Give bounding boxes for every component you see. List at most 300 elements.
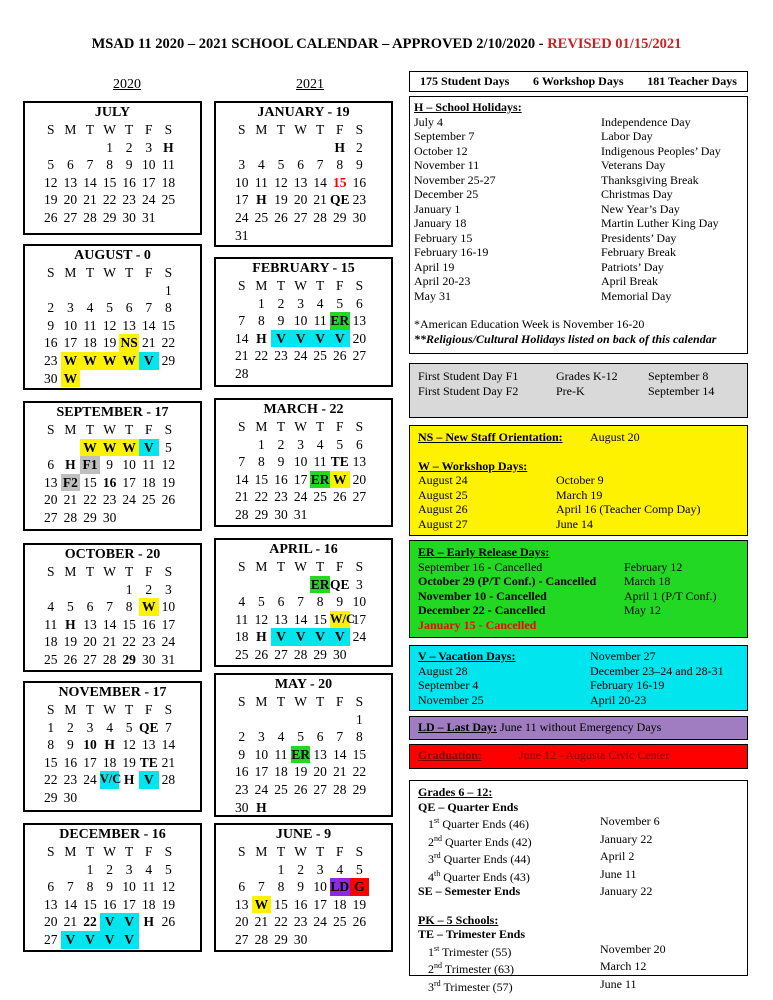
weekday-header: M xyxy=(64,844,77,859)
title-main: MSAD 11 2020 – 2021 SCHOOL CALENDAR – APPROVED 2/10/2020 - xyxy=(91,36,548,52)
weekday-header: T xyxy=(85,564,95,579)
day-cell: 28 xyxy=(235,365,249,381)
day-cell: 13 xyxy=(313,746,327,762)
weekday-header: T xyxy=(125,702,134,717)
day-cell: 2 xyxy=(277,295,285,311)
period-label: 3rd Trimester (57) xyxy=(428,978,513,994)
day-cell: 17 xyxy=(63,335,78,351)
empty-day xyxy=(41,861,61,879)
day-cell: 21 xyxy=(102,634,117,650)
weekday-header: W xyxy=(103,122,116,137)
month-grid xyxy=(232,418,391,524)
early-release-date: December 22 - Cancelled xyxy=(418,603,546,617)
weekday-header: M xyxy=(255,278,268,293)
day-cell: 24 xyxy=(293,348,308,364)
empty-day xyxy=(271,365,291,383)
day-cell: 27 xyxy=(313,781,327,797)
month-grid xyxy=(41,421,200,527)
weekday-header: S xyxy=(355,278,364,293)
day-cell: 26 xyxy=(254,646,269,662)
day-cell: H xyxy=(334,139,346,155)
weekday-header: T xyxy=(125,122,134,137)
day-cell: 29 xyxy=(352,781,367,797)
holiday-row xyxy=(414,260,743,275)
period-row xyxy=(418,942,739,960)
holiday-row xyxy=(414,274,743,289)
day-cell: 27 xyxy=(83,651,97,667)
day-cell: 13 xyxy=(293,174,308,190)
day-cell: 21 xyxy=(235,489,249,505)
weekday-header: M xyxy=(64,702,77,717)
day-cell: 4 xyxy=(336,861,344,877)
quarter-ends-heading: QE – Quarter Ends xyxy=(418,799,519,814)
empty-day xyxy=(271,227,291,245)
day-cell: 17 xyxy=(122,474,136,490)
holiday-row xyxy=(414,245,743,260)
day-cell: 30 xyxy=(293,931,308,947)
day-cell: 19 xyxy=(161,474,176,490)
day-cell: 26 xyxy=(63,651,78,667)
day-cell: 12 xyxy=(161,879,176,895)
day-cell: H xyxy=(104,737,115,753)
day-cell: 21 xyxy=(63,492,78,508)
month-title: MAY - 20 xyxy=(274,677,333,692)
weekday-header: T xyxy=(316,122,325,137)
empty-day xyxy=(119,509,139,527)
weekday-header: W xyxy=(294,278,307,293)
day-cell: 2 xyxy=(125,139,133,155)
empty-day xyxy=(232,711,252,729)
page-title xyxy=(0,36,773,53)
holiday-date: November 25-27 xyxy=(414,172,496,187)
day-cell: QE xyxy=(139,719,159,735)
empty-day xyxy=(252,576,272,594)
month-october xyxy=(23,543,202,672)
day-cell: 28 xyxy=(102,651,117,667)
day-cell: 6 xyxy=(297,157,304,173)
empty-day xyxy=(232,576,252,594)
semester-date: January 22 xyxy=(600,884,653,898)
day-cell: 25 xyxy=(254,209,269,225)
day-cell: 30 xyxy=(122,209,136,225)
day-cell: 17 xyxy=(313,896,327,912)
graduation-heading: Graduation: xyxy=(418,748,483,762)
day-cell: 3 xyxy=(258,729,265,745)
empty-day xyxy=(100,789,120,807)
last-day-box xyxy=(409,716,748,740)
day-cell: 31 xyxy=(235,227,249,243)
day-cell: 15 xyxy=(254,471,269,487)
day-cell: 17 xyxy=(254,764,269,780)
day-cell: 24 xyxy=(83,772,97,788)
day-cell: 11 xyxy=(142,879,156,895)
weekday-header: S xyxy=(164,122,173,137)
day-cell: 5 xyxy=(258,594,265,610)
empty-day xyxy=(291,799,311,817)
weekday-header: T xyxy=(316,694,325,709)
day-cell: 5 xyxy=(125,719,133,735)
vacation-row xyxy=(418,649,739,664)
day-cell: 15 xyxy=(83,474,97,490)
day-cell: W xyxy=(61,352,81,370)
day-cell: 26 xyxy=(333,489,347,505)
workshop-row xyxy=(418,517,739,532)
day-cell: 9 xyxy=(106,879,113,895)
holiday-note-religious: **Religious/Cultural Holidays listed on back of this calendar xyxy=(414,331,717,346)
early-release-box xyxy=(409,540,748,638)
empty-day xyxy=(350,506,370,524)
holiday-name: Memorial Day xyxy=(601,288,672,303)
empty-day xyxy=(350,227,370,245)
empty-day xyxy=(310,506,330,524)
day-cell: 7 xyxy=(258,879,265,895)
weekday-header: S xyxy=(164,564,173,579)
vacation-row xyxy=(418,664,739,679)
day-cell: 13 xyxy=(142,737,156,753)
day-cell: H xyxy=(163,139,174,155)
day-cell: 30 xyxy=(63,789,78,805)
days-summary xyxy=(409,71,748,92)
graduation-text: June 12 - Augusta Civic Center xyxy=(519,748,670,762)
day-cell: 28 xyxy=(333,781,347,797)
day-cell: 4 xyxy=(47,599,55,615)
day-cell: 31 xyxy=(293,506,308,522)
period-row xyxy=(418,977,739,995)
weekday-header: T xyxy=(276,694,286,709)
holidays-heading: H – School Holidays: xyxy=(414,100,522,114)
day-cell: 25 xyxy=(161,192,176,208)
first-day-date: September 14 xyxy=(648,383,715,398)
weekday-header: W xyxy=(294,844,307,859)
day-cell: 14 xyxy=(313,174,327,190)
empty-day xyxy=(139,789,159,807)
weekday-header: S xyxy=(355,844,364,859)
day-cell: 12 xyxy=(102,317,117,333)
weekday-header: T xyxy=(125,564,134,579)
day-cell: 9 xyxy=(238,746,246,762)
day-cell: V xyxy=(330,628,350,646)
holiday-name: Independence Day xyxy=(601,114,691,129)
holiday-date: February 16-19 xyxy=(414,245,489,259)
workshop-date: April 16 (Teacher Comp Day) xyxy=(556,502,701,516)
day-cell: 23 xyxy=(293,914,308,930)
day-cell: H xyxy=(256,799,267,815)
day-cell: 13 xyxy=(352,313,367,329)
day-cell: 15 xyxy=(352,746,367,762)
day-cell: 15 xyxy=(44,754,58,770)
day-cell: W xyxy=(330,471,350,489)
empty-day xyxy=(61,282,81,300)
day-cell: 21 xyxy=(63,914,78,930)
last-day-heading: LD – Last Day: xyxy=(418,720,498,734)
empty-day xyxy=(271,711,291,729)
day-cell: 3 xyxy=(67,300,74,316)
day-cell: 12 xyxy=(254,611,269,627)
day-cell: 30 xyxy=(44,370,58,386)
weekday-header: S xyxy=(355,419,364,434)
day-cell: 10 xyxy=(63,317,78,333)
weekday-header: S xyxy=(47,122,55,137)
holiday-name: Labor Day xyxy=(601,129,653,143)
day-cell: 19 xyxy=(352,896,367,912)
day-cell: 7 xyxy=(86,157,94,173)
workshop-date: August 25 xyxy=(418,487,468,502)
day-cell: 15 xyxy=(122,616,136,632)
day-cell: 14 xyxy=(102,616,117,632)
weekday-header: F xyxy=(145,844,153,859)
day-cell: ER xyxy=(310,471,330,487)
day-cell: 27 xyxy=(352,489,367,505)
day-cell: 1 xyxy=(277,861,285,877)
day-cell: 23 xyxy=(274,489,288,505)
day-cell: V xyxy=(271,628,291,646)
empty-day xyxy=(310,139,330,157)
empty-day xyxy=(252,227,272,245)
weekday-header: W xyxy=(103,265,116,280)
day-cell: ER xyxy=(330,313,350,329)
holiday-row xyxy=(414,187,743,202)
day-cell: 14 xyxy=(235,471,249,487)
first-day-box xyxy=(409,363,748,418)
day-cell: 16 xyxy=(102,896,117,912)
day-cell: G xyxy=(350,878,370,896)
day-cell: 11 xyxy=(161,157,175,173)
day-cell: 11 xyxy=(235,611,249,627)
vacation-row xyxy=(418,678,739,693)
day-cell: 3 xyxy=(316,861,324,877)
empty-day xyxy=(252,365,272,383)
day-cell: W xyxy=(80,352,100,370)
period-row xyxy=(418,867,739,885)
day-cell: 10 xyxy=(254,746,269,762)
day-cell: 10 xyxy=(122,879,136,895)
day-cell: 22 xyxy=(352,764,367,780)
empty-day xyxy=(232,295,252,313)
pk5-heading: PK – 5 Schools: xyxy=(418,912,499,927)
empty-day xyxy=(350,365,370,383)
day-cell: 22 xyxy=(254,489,269,505)
weekday-header: S xyxy=(238,419,246,434)
empty-day xyxy=(41,139,61,157)
month-august xyxy=(23,244,202,390)
weekday-header: T xyxy=(85,122,95,137)
day-cell: 1 xyxy=(355,711,363,727)
day-cell: QE xyxy=(330,192,350,208)
day-cell: 13 xyxy=(63,174,78,190)
day-cell: W xyxy=(80,439,100,457)
month-july xyxy=(23,101,202,235)
weekday-header: T xyxy=(85,702,95,717)
day-cell: 29 xyxy=(254,506,269,522)
day-cell: 16 xyxy=(102,474,117,490)
weekday-header: W xyxy=(103,844,116,859)
day-cell: 27 xyxy=(235,931,249,947)
last-day-text: June 11 without Emergency Days xyxy=(500,720,662,734)
day-cell: 13 xyxy=(274,611,288,627)
weekday-header: T xyxy=(316,559,325,574)
day-cell: 17 xyxy=(83,754,97,770)
ns-heading: NS – New Staff Orientation: xyxy=(418,430,563,444)
holiday-name: Presidents’ Day xyxy=(601,230,677,245)
day-cell: 18 xyxy=(274,764,288,780)
empty-day xyxy=(310,227,330,245)
vacation-date: February 16-19 xyxy=(590,678,665,692)
empty-day xyxy=(310,711,330,729)
day-cell: 25 xyxy=(333,914,347,930)
day-cell: 10 xyxy=(161,599,176,615)
day-cell: 6 xyxy=(238,879,246,895)
month-title: APRIL - 16 xyxy=(269,542,338,557)
day-cell: 7 xyxy=(145,300,153,316)
empty-day xyxy=(159,789,179,807)
day-cell: 5 xyxy=(336,295,344,311)
holiday-list xyxy=(414,115,743,304)
empty-day xyxy=(119,370,139,388)
day-cell: 18 xyxy=(161,174,176,190)
empty-day xyxy=(100,370,120,388)
day-cell: 29 xyxy=(102,209,117,225)
holiday-date: November 11 xyxy=(414,158,480,172)
holiday-row xyxy=(414,144,743,159)
day-cell: 4 xyxy=(277,729,285,745)
day-cell: 2 xyxy=(355,139,363,155)
day-cell: 11 xyxy=(142,457,156,473)
month-title: JULY xyxy=(94,105,131,120)
workshop-date: August 24 xyxy=(418,473,468,487)
empty-day xyxy=(119,282,139,300)
day-cell: 23 xyxy=(102,492,117,508)
day-cell: 30 xyxy=(235,799,249,815)
period-date: April 2 xyxy=(600,849,635,863)
weekday-header: S xyxy=(355,559,364,574)
weekday-header: W xyxy=(294,559,307,574)
day-cell: 19 xyxy=(161,896,176,912)
day-cell: 2 xyxy=(238,729,246,745)
empty-day xyxy=(232,139,252,157)
empty-day xyxy=(350,646,370,664)
day-cell: 22 xyxy=(274,914,288,930)
empty-day xyxy=(330,931,350,949)
day-cell: V xyxy=(291,330,311,348)
day-cell: 2 xyxy=(47,300,55,316)
day-cell: 29 xyxy=(313,646,327,662)
day-cell: 3 xyxy=(355,576,363,592)
day-cell: 17 xyxy=(235,192,249,208)
day-cell: 24 xyxy=(122,492,136,508)
month-grid xyxy=(232,277,391,383)
day-cell: 1 xyxy=(258,295,265,311)
empty-day xyxy=(271,139,291,157)
day-cell: 26 xyxy=(293,781,308,797)
empty-day xyxy=(100,581,120,599)
day-cell: H xyxy=(256,192,267,208)
day-cell: 3 xyxy=(297,436,304,452)
weekday-header: S xyxy=(164,702,173,717)
year-2020-label: 2020 xyxy=(113,77,141,92)
day-cell: 8 xyxy=(336,157,344,173)
day-cell: H xyxy=(143,914,155,930)
empty-day xyxy=(61,139,81,157)
day-cell: 8 xyxy=(86,879,94,895)
day-cell: 7 xyxy=(238,454,246,470)
weekday-header: F xyxy=(145,422,153,437)
period-date: June 11 xyxy=(600,976,637,991)
day-cell: 9 xyxy=(47,317,55,333)
vacation-heading: V – Vacation Days: xyxy=(418,649,516,663)
day-cell: 11 xyxy=(313,454,327,470)
empty-day xyxy=(350,799,370,817)
day-cell: 4 xyxy=(145,861,153,877)
day-cell: 22 xyxy=(161,335,176,351)
empty-day xyxy=(80,581,100,599)
weekday-header: T xyxy=(316,844,325,859)
workshop-row xyxy=(418,502,739,517)
day-cell: H xyxy=(123,772,135,788)
month-title: OCTOBER - 20 xyxy=(64,547,161,562)
title-revised: REVISED 01/15/2021 xyxy=(547,36,682,52)
weekday-header: T xyxy=(125,265,134,280)
first-day-date: September 8 xyxy=(648,369,709,383)
day-cell: 14 xyxy=(293,611,308,627)
workshop-heading: W – Workshop Days: xyxy=(418,458,528,473)
ns-date: August 20 xyxy=(590,430,640,444)
day-cell: 19 xyxy=(293,764,308,780)
day-cell: 6 xyxy=(316,729,324,745)
day-cell: 25 xyxy=(313,348,327,364)
day-cell: 28 xyxy=(254,931,269,947)
holiday-date: January 18 xyxy=(414,216,467,230)
day-cell: 18 xyxy=(235,629,249,645)
day-cell: 27 xyxy=(63,209,78,225)
holiday-name: Patriots’ Day xyxy=(601,259,664,274)
empty-day xyxy=(139,509,159,527)
day-cell: V xyxy=(310,330,330,348)
weekday-header: S xyxy=(164,265,173,280)
day-cell: 17 xyxy=(352,611,367,627)
day-cell: 16 xyxy=(293,896,308,912)
day-cell: 7 xyxy=(67,879,74,895)
holiday-date: September 7 xyxy=(414,129,475,143)
day-cell: 24 xyxy=(161,634,176,650)
empty-day xyxy=(291,365,311,383)
day-cell: 13 xyxy=(235,896,249,912)
day-cell: V xyxy=(139,352,159,370)
holiday-row xyxy=(414,115,743,130)
day-cell: 23 xyxy=(352,192,367,208)
workshop-date: March 19 xyxy=(556,487,603,502)
day-cell: 25 xyxy=(235,646,249,662)
weekday-header: T xyxy=(85,422,95,437)
day-cell: 27 xyxy=(293,209,308,225)
day-cell: 21 xyxy=(254,914,269,930)
early-release-heading: ER – Early Release Days: xyxy=(418,545,550,559)
day-cell: 8 xyxy=(106,157,113,173)
first-day-grades: Pre-K xyxy=(556,383,585,398)
day-cell: 2 xyxy=(145,581,153,597)
day-cell: 27 xyxy=(44,509,58,525)
day-cell: QE xyxy=(330,576,350,592)
month-title: DECEMBER - 16 xyxy=(59,827,166,842)
workshop-date: October 9 xyxy=(556,473,604,487)
day-cell: 4 xyxy=(258,157,265,173)
day-cell: TE xyxy=(330,454,349,470)
weekday-header: M xyxy=(64,265,77,280)
day-cell: 21 xyxy=(142,335,156,351)
day-cell: 31 xyxy=(142,209,156,225)
day-cell: V xyxy=(291,628,311,646)
empty-day xyxy=(330,227,350,245)
workshop-row xyxy=(418,488,739,503)
